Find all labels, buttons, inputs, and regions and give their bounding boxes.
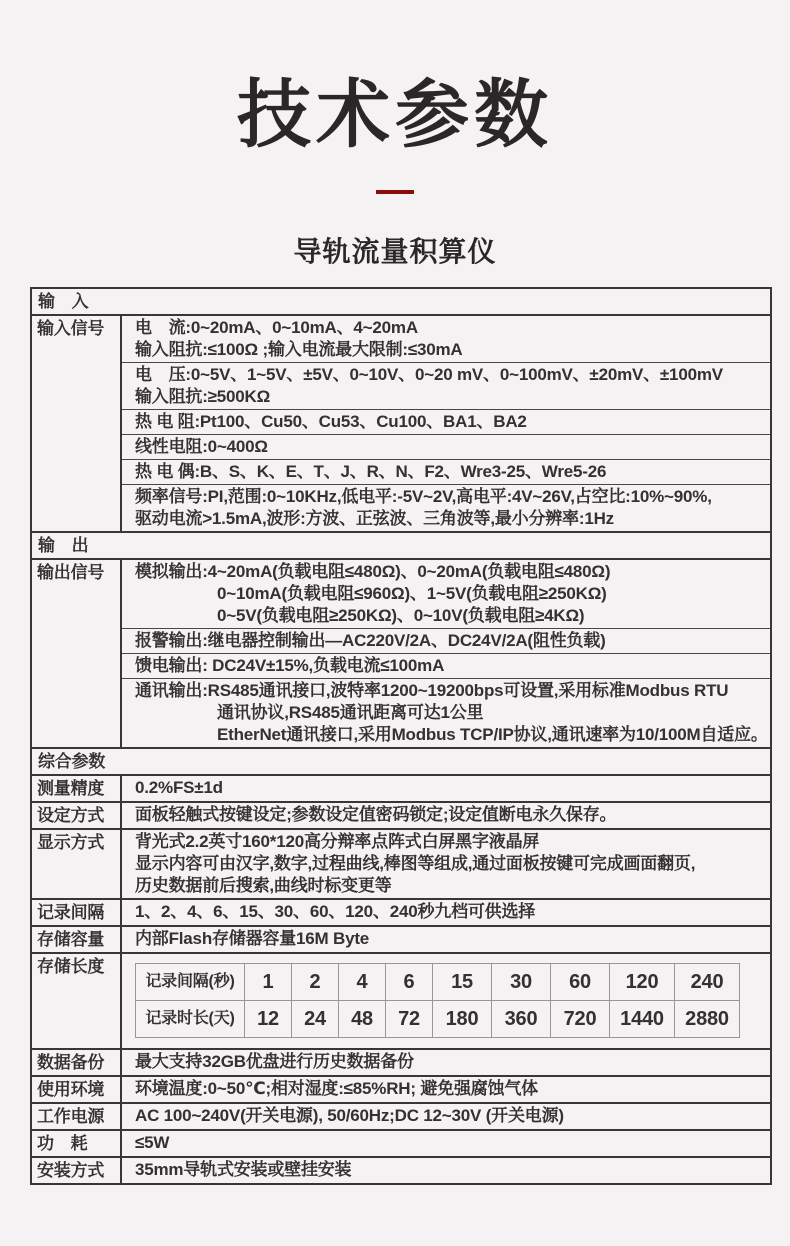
storage-cell: 60 (551, 964, 610, 1001)
storage-length-row (136, 964, 740, 1001)
page-title: 技术参数 (237, 73, 553, 156)
spec-line: 频率信号:PI,范围:0~10KHz,低电平:-5V~2V,高电平:4V~26V,占空比:10%~90%, (135, 487, 712, 506)
spec-page (0, 73, 790, 1246)
spec-line: 报警输出:继电器控制输出—AC220V/2A、DC24V/2A(阻性负载) (135, 631, 606, 650)
storage-cell: 72 (386, 1001, 433, 1038)
storage-cell: 24 (292, 1001, 339, 1038)
table-row (32, 1102, 770, 1129)
spec-line: 电 流:0~20mA、0~10mA、4~20mA (135, 318, 418, 337)
section-label: 输 出 (38, 536, 89, 555)
table-row (32, 1075, 770, 1102)
storage-cell: 15 (433, 964, 492, 1001)
table-row (32, 774, 770, 801)
storage-cell: 4 (339, 964, 386, 1001)
table-row (32, 314, 770, 531)
storage-cell: 120 (610, 964, 675, 1001)
spec-line: 0~5V(负载电阻≥250KΩ)、0~10V(负载电阻≥4KΩ) (217, 606, 585, 625)
spec-line: 0~10mA(负载电阻≤960Ω)、1~5V(负载电阻≥250KΩ) (217, 584, 607, 603)
row-label: 记录间隔 (37, 903, 105, 922)
storage-cell: 180 (433, 1001, 492, 1038)
section-row (32, 747, 770, 774)
spec-line: 35mm导轨式安装或壁挂安装 (135, 1160, 352, 1179)
storage-row-header: 记录时长(天) (136, 1001, 245, 1038)
row-label: 存储长度 (37, 957, 105, 976)
storage-cell: 1 (245, 964, 292, 1001)
section-row (32, 289, 770, 314)
storage-cell: 2 (292, 964, 339, 1001)
section-label: 综合参数 (38, 752, 106, 771)
spec-line: 输入阻抗:≤100Ω ;输入电流最大限制:≤30mA (135, 340, 463, 359)
product-subtitle: 导轨流量积算仪 (293, 236, 497, 267)
spec-line: 历史数据前后搜索,曲线时标变更等 (135, 876, 392, 895)
row-content (120, 1077, 770, 1102)
spec-line: 环境温度:0~50℃;相对湿度:≤85%RH; 避免强腐蚀气体 (135, 1079, 538, 1098)
row-label: 显示方式 (37, 833, 105, 852)
storage-cell: 30 (492, 964, 551, 1001)
row-value (122, 927, 770, 951)
spec-line: 显示内容可由汉字,数字,过程曲线,棒图等组成,通过面板按键可完成画面翻页, (135, 854, 696, 873)
row-content (120, 560, 770, 747)
spec-line: 通讯协议,RS485通讯距离可达1公里 (217, 703, 484, 722)
row-value (122, 803, 770, 827)
row-value (122, 1077, 770, 1101)
row-value (122, 1131, 770, 1155)
row-label: 使用环境 (37, 1080, 105, 1099)
spec-subrow (122, 434, 770, 459)
row-content (120, 1104, 770, 1129)
row-label: 安装方式 (37, 1161, 105, 1180)
row-content (120, 830, 770, 898)
storage-length-table (135, 963, 740, 1038)
spec-subrow (122, 560, 770, 628)
spec-line: 内部Flash存储器容量16M Byte (135, 929, 370, 948)
row-label: 数据备份 (37, 1053, 105, 1072)
row-label: 功 耗 (37, 1134, 88, 1153)
row-label: 输出信号 (37, 563, 105, 582)
spec-line: 热 电 偶:B、S、K、E、T、J、R、N、F2、Wre3-25、Wre5-26 (135, 462, 607, 481)
table-row (32, 801, 770, 828)
row-label: 输入信号 (37, 319, 105, 338)
spec-line: 电 压:0~5V、1~5V、±5V、0~10V、0~20 mV、0~100mV、±20mV、±100mV (135, 365, 723, 384)
spec-subrow (122, 678, 770, 747)
row-label: 设定方式 (37, 806, 105, 825)
spec-subrow (122, 316, 770, 362)
storage-cell: 1440 (610, 1001, 675, 1038)
row-content (120, 900, 770, 925)
storage-length-wrap (122, 954, 770, 1048)
table-row (32, 1048, 770, 1075)
spec-line: ≤5W (135, 1133, 170, 1152)
row-value (122, 1158, 770, 1182)
storage-length-row (136, 1001, 740, 1038)
storage-cell: 2880 (675, 1001, 740, 1038)
row-content (120, 803, 770, 828)
storage-cell: 240 (675, 964, 740, 1001)
storage-cell: 360 (492, 1001, 551, 1038)
spec-line: 热 电 阻:Pt100、Cu50、Cu53、Cu100、BA1、BA2 (135, 412, 527, 431)
spec-line: 0.2%FS±1d (135, 778, 223, 797)
spec-subrow (122, 362, 770, 409)
spec-subrow (122, 459, 770, 484)
row-content (120, 776, 770, 801)
table-row (32, 828, 770, 898)
row-value (122, 900, 770, 924)
spec-subrow (122, 653, 770, 678)
spec-line: 面板轻触式按键设定;参数设定值密码锁定;设定值断电永久保存。 (135, 805, 617, 824)
spec-line: 最大支持32GB优盘进行历史数据备份 (135, 1052, 414, 1071)
title-divider-dash (376, 190, 414, 194)
section-label: 输 入 (38, 292, 89, 311)
table-row (32, 898, 770, 925)
table-row (32, 925, 770, 952)
table-row (32, 1156, 770, 1183)
row-value (122, 776, 770, 800)
row-content (120, 927, 770, 952)
row-value (122, 1050, 770, 1074)
row-content (120, 1158, 770, 1183)
row-label: 存储容量 (37, 930, 105, 949)
spec-table (30, 287, 772, 1185)
row-value (122, 830, 770, 898)
row-content (120, 954, 770, 1048)
spec-line: 输入阻抗:≥500KΩ (135, 387, 271, 406)
row-label: 测量精度 (37, 779, 105, 798)
storage-cell: 6 (386, 964, 433, 1001)
spec-line: 线性电阻:0~400Ω (135, 437, 268, 456)
row-content (120, 1131, 770, 1156)
storage-row-header: 记录间隔(秒) (136, 964, 245, 1001)
table-row (32, 1129, 770, 1156)
storage-cell: 48 (339, 1001, 386, 1038)
table-row (32, 558, 770, 747)
spec-subrow (122, 409, 770, 434)
section-row (32, 531, 770, 558)
spec-line: 模拟输出:4~20mA(负载电阻≤480Ω)、0~20mA(负载电阻≤480Ω) (135, 562, 611, 581)
spec-line: AC 100~240V(开关电源), 50/60Hz;DC 12~30V (开关电源) (135, 1106, 564, 1125)
storage-cell: 720 (551, 1001, 610, 1038)
row-value (122, 1104, 770, 1128)
spec-line: EtherNet通讯接口,采用Modbus TCP/IP协议,通讯速率为10/100M自适应。 (217, 725, 768, 744)
spec-line: 驱动电流>1.5mA,波形:方波、正弦波、三角波等,最小分辨率:1Hz (135, 509, 614, 528)
row-label: 工作电源 (37, 1107, 105, 1126)
row-content (120, 316, 770, 531)
spec-line: 馈电输出: DC24V±15%,负载电流≤100mA (135, 656, 445, 675)
spec-subrow (122, 484, 770, 531)
table-row (32, 952, 770, 1048)
spec-line: 1、2、4、6、15、30、60、120、240秒九档可供选择 (135, 902, 536, 921)
storage-cell: 12 (245, 1001, 292, 1038)
spec-subrow (122, 628, 770, 653)
spec-line: 背光式2.2英寸160*120高分辩率点阵式白屏黑字液晶屏 (135, 832, 540, 851)
row-content (120, 1050, 770, 1075)
spec-line: 通讯输出:RS485通讯接口,波特率1200~19200bps可设置,采用标准Modbus RTU (135, 681, 729, 700)
